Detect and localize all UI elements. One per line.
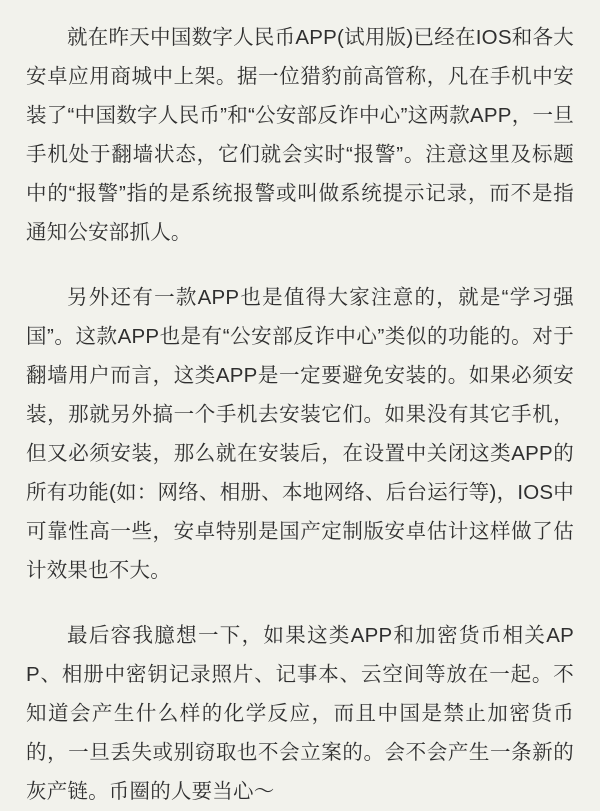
paragraph-2: 另外还有一款APP也是值得大家注意的，就是“学习强国”。这款APP也是有“公安部反诈中心”类似的功能的。对于翻墙用户而言，这类APP是一定要避免安装的。如果必须安装，那就另外搞一个手机去安装它们。如果没有其它手机，但又必须安装，那么就在安装后，在设置中关闭这类APP的所有功能(如：网络、相册、本地网络、后台运行等)，IOS中可靠性高一些，安卓特别是国产定制版安卓估计这样做了估计效果也不大。	[26, 286, 574, 582]
paragraph-1: 就在昨天中国数字人民币APP(试用版)已经在IOS和各大安卓应用商城中上架。据一位猎豹前高管称，凡在手机中安装了“中国数字人民币”和“公安部反诈中心”这两款APP，一旦手机处于翻墙状态，它们就会实时“报警”。注意这里及标题中的“报警”指的是系统报警或叫做系统提示记录，而不是指通知公安部抓人。	[26, 26, 574, 244]
paragraph-3: 最后容我臆想一下，如果这类APP和加密货币相关APP、相册中密钥记录照片、记事本、云空间等放在一起。不知道会产生什么样的化学反应，而且中国是禁止加密货币的，一旦丢失或别窃取也不会立案的。会不会产生一条新的灰产链。币圈的人要当心～	[26, 624, 574, 803]
